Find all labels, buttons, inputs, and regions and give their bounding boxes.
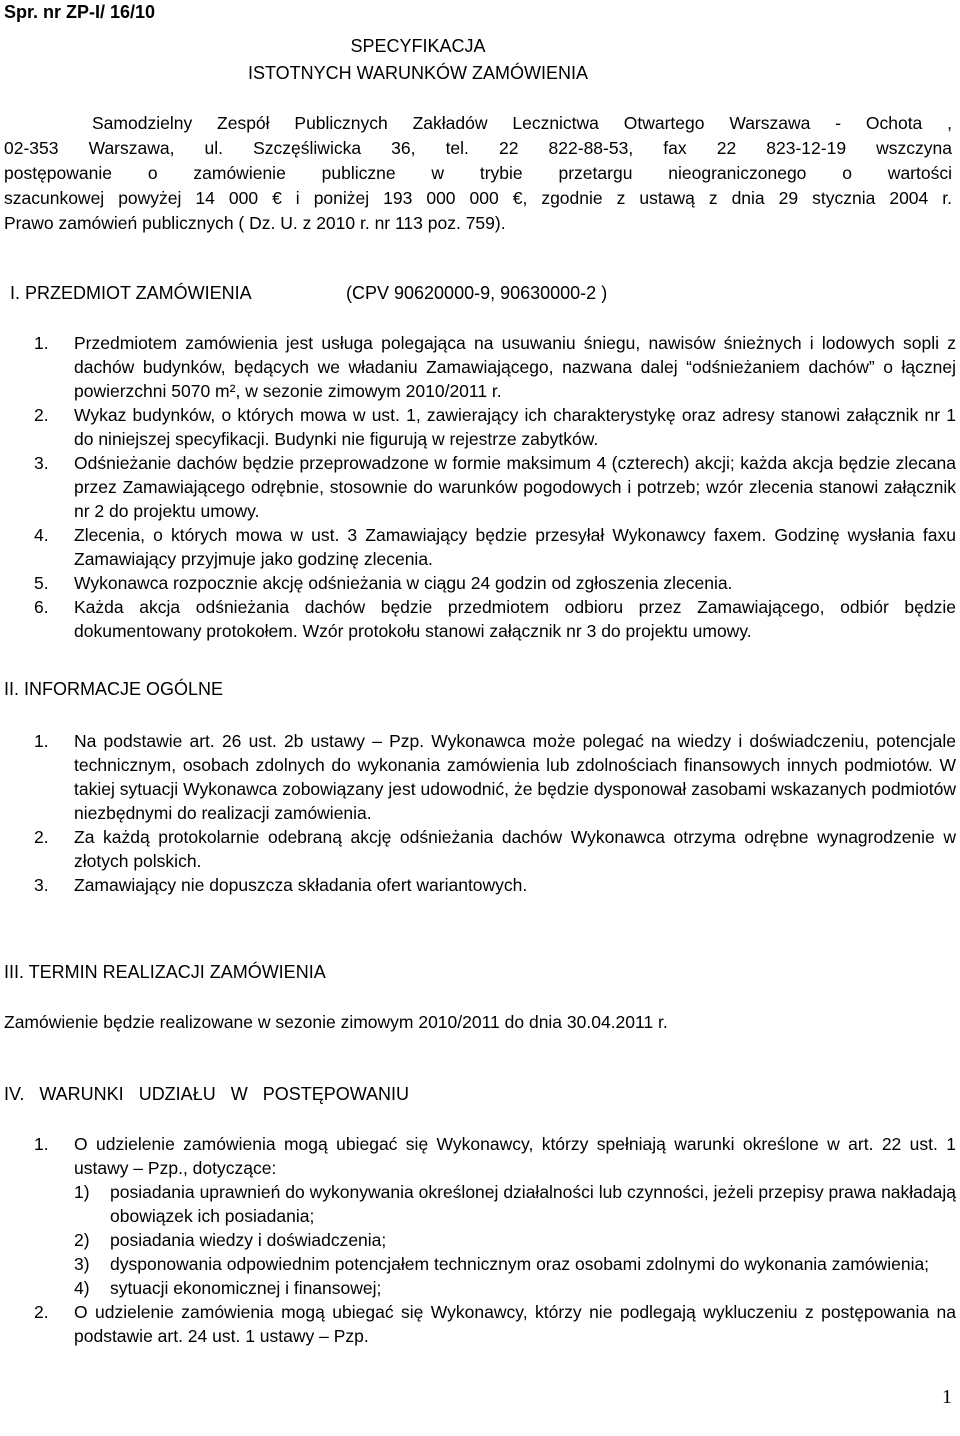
- intro-line: Samodzielny Zespół Publicznych Zakładów Lecznictwa Otwartego Warszawa - Ochota ,: [92, 113, 952, 133]
- item-number: 2.: [34, 1302, 49, 1322]
- item-number: 3.: [34, 453, 49, 473]
- termin-text: Zamówienie będzie realizowane w sezonie zimowym 2010/2011 do dnia 30.04.2011 r.: [4, 1012, 668, 1032]
- item-text: Przedmiotem zamówienia jest usługa polegająca na usuwaniu śniegu, nawisów śnieżnych i lodowych sopli z dachów budynków, będących we władaniu Zamawiającego, nazwana dalej “odśnieżaniem dachów” o łącznej powierzchni 5070 m², w sezonie zimowym 2010/2011 r.: [74, 333, 956, 401]
- subitem-text: sytuacji ekonomicznej i finansowej;: [110, 1278, 382, 1298]
- item-number: 2.: [34, 827, 49, 847]
- subitem-number: 1): [74, 1182, 90, 1202]
- intro-line: szacunkowej powyżej 14 000 € i poniżej 193 000 000 €, zgodnie z ustawą z dnia 29 stycznia 2004 r.: [4, 188, 952, 208]
- list-item: [34, 331, 956, 403]
- cpv-codes: (CPV 90620000-9, 90630000-2 ): [346, 283, 608, 303]
- list-item: [34, 729, 956, 825]
- section-heading-informacje: II. INFORMACJE OGÓLNE: [4, 679, 224, 699]
- item-number: 1.: [34, 1134, 49, 1154]
- list-item: [34, 451, 956, 523]
- item-text: O udzielenie zamówienia mogą ubiegać się Wykonawcy, którzy nie podlegają wykluczeniu z postępowania na podstawie art. 24 ust. 1 ustawy – Pzp.: [74, 1302, 956, 1346]
- list-item: [34, 1132, 956, 1300]
- item-number: 2.: [34, 405, 49, 425]
- subitem-number: 2): [74, 1230, 90, 1250]
- item-text: Wykaz budynków, o których mowa w ust. 1, zawierający ich charakterystykę oraz adresy stanowi załącznik nr 1 do niniejszej specyfikacji. Budynki nie figurują w rejestrze zabytków.: [74, 405, 956, 449]
- intro-line: 02-353 Warszawa, ul. Szczęśliwicka 36, tel. 22 822-88-53, fax 22 823-12-19 wszczyna: [4, 138, 952, 158]
- intro-paragraph: [4, 111, 952, 236]
- subitem-text: dysponowania odpowiednim potencjałem technicznym oraz osobami zdolnymi do wykonania zamówienia;: [110, 1254, 930, 1274]
- list-item: [34, 873, 956, 897]
- item-number: 4.: [34, 525, 49, 545]
- sublist-item: [74, 1252, 956, 1276]
- subitem-number: 4): [74, 1278, 90, 1298]
- item-number: 1.: [34, 731, 49, 751]
- item-text: Za każdą protokolarnie odebraną akcję odśnieżania dachów Wykonawca otrzyma odrębne wynagrodzenie w złotych polskich.: [74, 827, 956, 871]
- section4-list: [34, 1132, 956, 1348]
- intro-line: postępowanie o zamówienie publiczne w trybie przetargu nieograniczonego o wartości: [4, 163, 952, 183]
- section-heading-termin: III. TERMIN REALIZACJI ZAMÓWIENIA: [4, 962, 326, 982]
- document-subtitle: ISTOTNYCH WARUNKÓW ZAMÓWIENIA: [248, 63, 588, 83]
- item-number: 5.: [34, 573, 49, 593]
- list-item: [34, 1300, 956, 1348]
- item-number: 6.: [34, 597, 49, 617]
- section-title: I. PRZEDMIOT ZAMÓWIENIA: [10, 283, 252, 303]
- item-text: Każda akcja odśnieżania dachów będzie przedmiotem odbioru przez Zamawiającego, odbiór będzie dokumentowany protokołem. Wzór protokołu stanowi załącznik nr 3 do projektu umowy.: [74, 597, 956, 641]
- item-text: Odśnieżanie dachów będzie przeprowadzone w formie maksimum 4 (czterech) akcji; każda akcja będzie zlecana przez Zamawiającego odrębnie, stosownie do warunków pogodowych i potrzeb; wzór zlecenia stanowi załącznik nr 2 do projektu umowy.: [74, 453, 956, 521]
- list-item: [34, 571, 956, 595]
- item-text: Na podstawie art. 26 ust. 2b ustawy – Pzp. Wykonawca może polegać na wiedzy i doświadczeniu, potencjale technicznym, osobach zdolnych do wykonania zamówienia lub zdolnościach finansowych innych podmiotów. W takiej sytuacji Wykonawca zobowiązany jest udowodnić, że będzie dysponował zasobami wskazanych podmiotów niezbędnymi do realizacji zamówienia.: [74, 731, 956, 823]
- conditions-sublist: [74, 1180, 956, 1300]
- list-item: [34, 523, 956, 571]
- item-text: Wykonawca rozpocznie akcję odśnieżania w ciągu 24 godzin od zgłoszenia zlecenia.: [74, 573, 733, 593]
- intro-line: Prawo zamówień publicznych ( Dz. U. z 2010 r. nr 113 poz. 759).: [4, 213, 506, 233]
- item-text: Zlecenia, o których mowa w ust. 3 Zamawiający będzie przesyłał Wykonawcy faxem. Godzinę wysłania faxu Zamawiający przyjmuje jako godzinę zlecenia.: [74, 525, 956, 569]
- subitem-text: posiadania wiedzy i doświadczenia;: [110, 1230, 387, 1250]
- sublist-item: [74, 1228, 956, 1252]
- case-reference: Spr. nr ZP-I/ 16/10: [4, 2, 156, 22]
- list-item: [34, 403, 956, 451]
- item-text: Zamawiający nie dopuszcza składania ofert wariantowych.: [74, 875, 528, 895]
- item-text: O udzielenie zamówienia mogą ubiegać się Wykonawcy, którzy spełniają warunki określone w art. 22 ust. 1 ustawy – Pzp., dotyczące:: [74, 1134, 956, 1178]
- section-heading-przedmiot: [10, 283, 608, 304]
- section2-list: [34, 729, 956, 897]
- list-item: [34, 595, 956, 643]
- document-title: SPECYFIKACJA: [350, 36, 486, 56]
- section1-list: [34, 331, 956, 643]
- subitem-text: posiadania uprawnień do wykonywania określonej działalności lub czynności, jeżeli przepisy prawa nakładają obowiązek ich posiadania;: [110, 1182, 956, 1226]
- sublist-item: [74, 1180, 956, 1228]
- section-heading-warunki: IV. WARUNKI UDZIAŁU W POSTĘPOWANIU: [4, 1084, 410, 1104]
- page-number: 1: [942, 1386, 952, 1408]
- item-number: 1.: [34, 333, 49, 353]
- subitem-number: 3): [74, 1254, 90, 1274]
- list-item: [34, 825, 956, 873]
- sublist-item: [74, 1276, 956, 1300]
- item-number: 3.: [34, 875, 49, 895]
